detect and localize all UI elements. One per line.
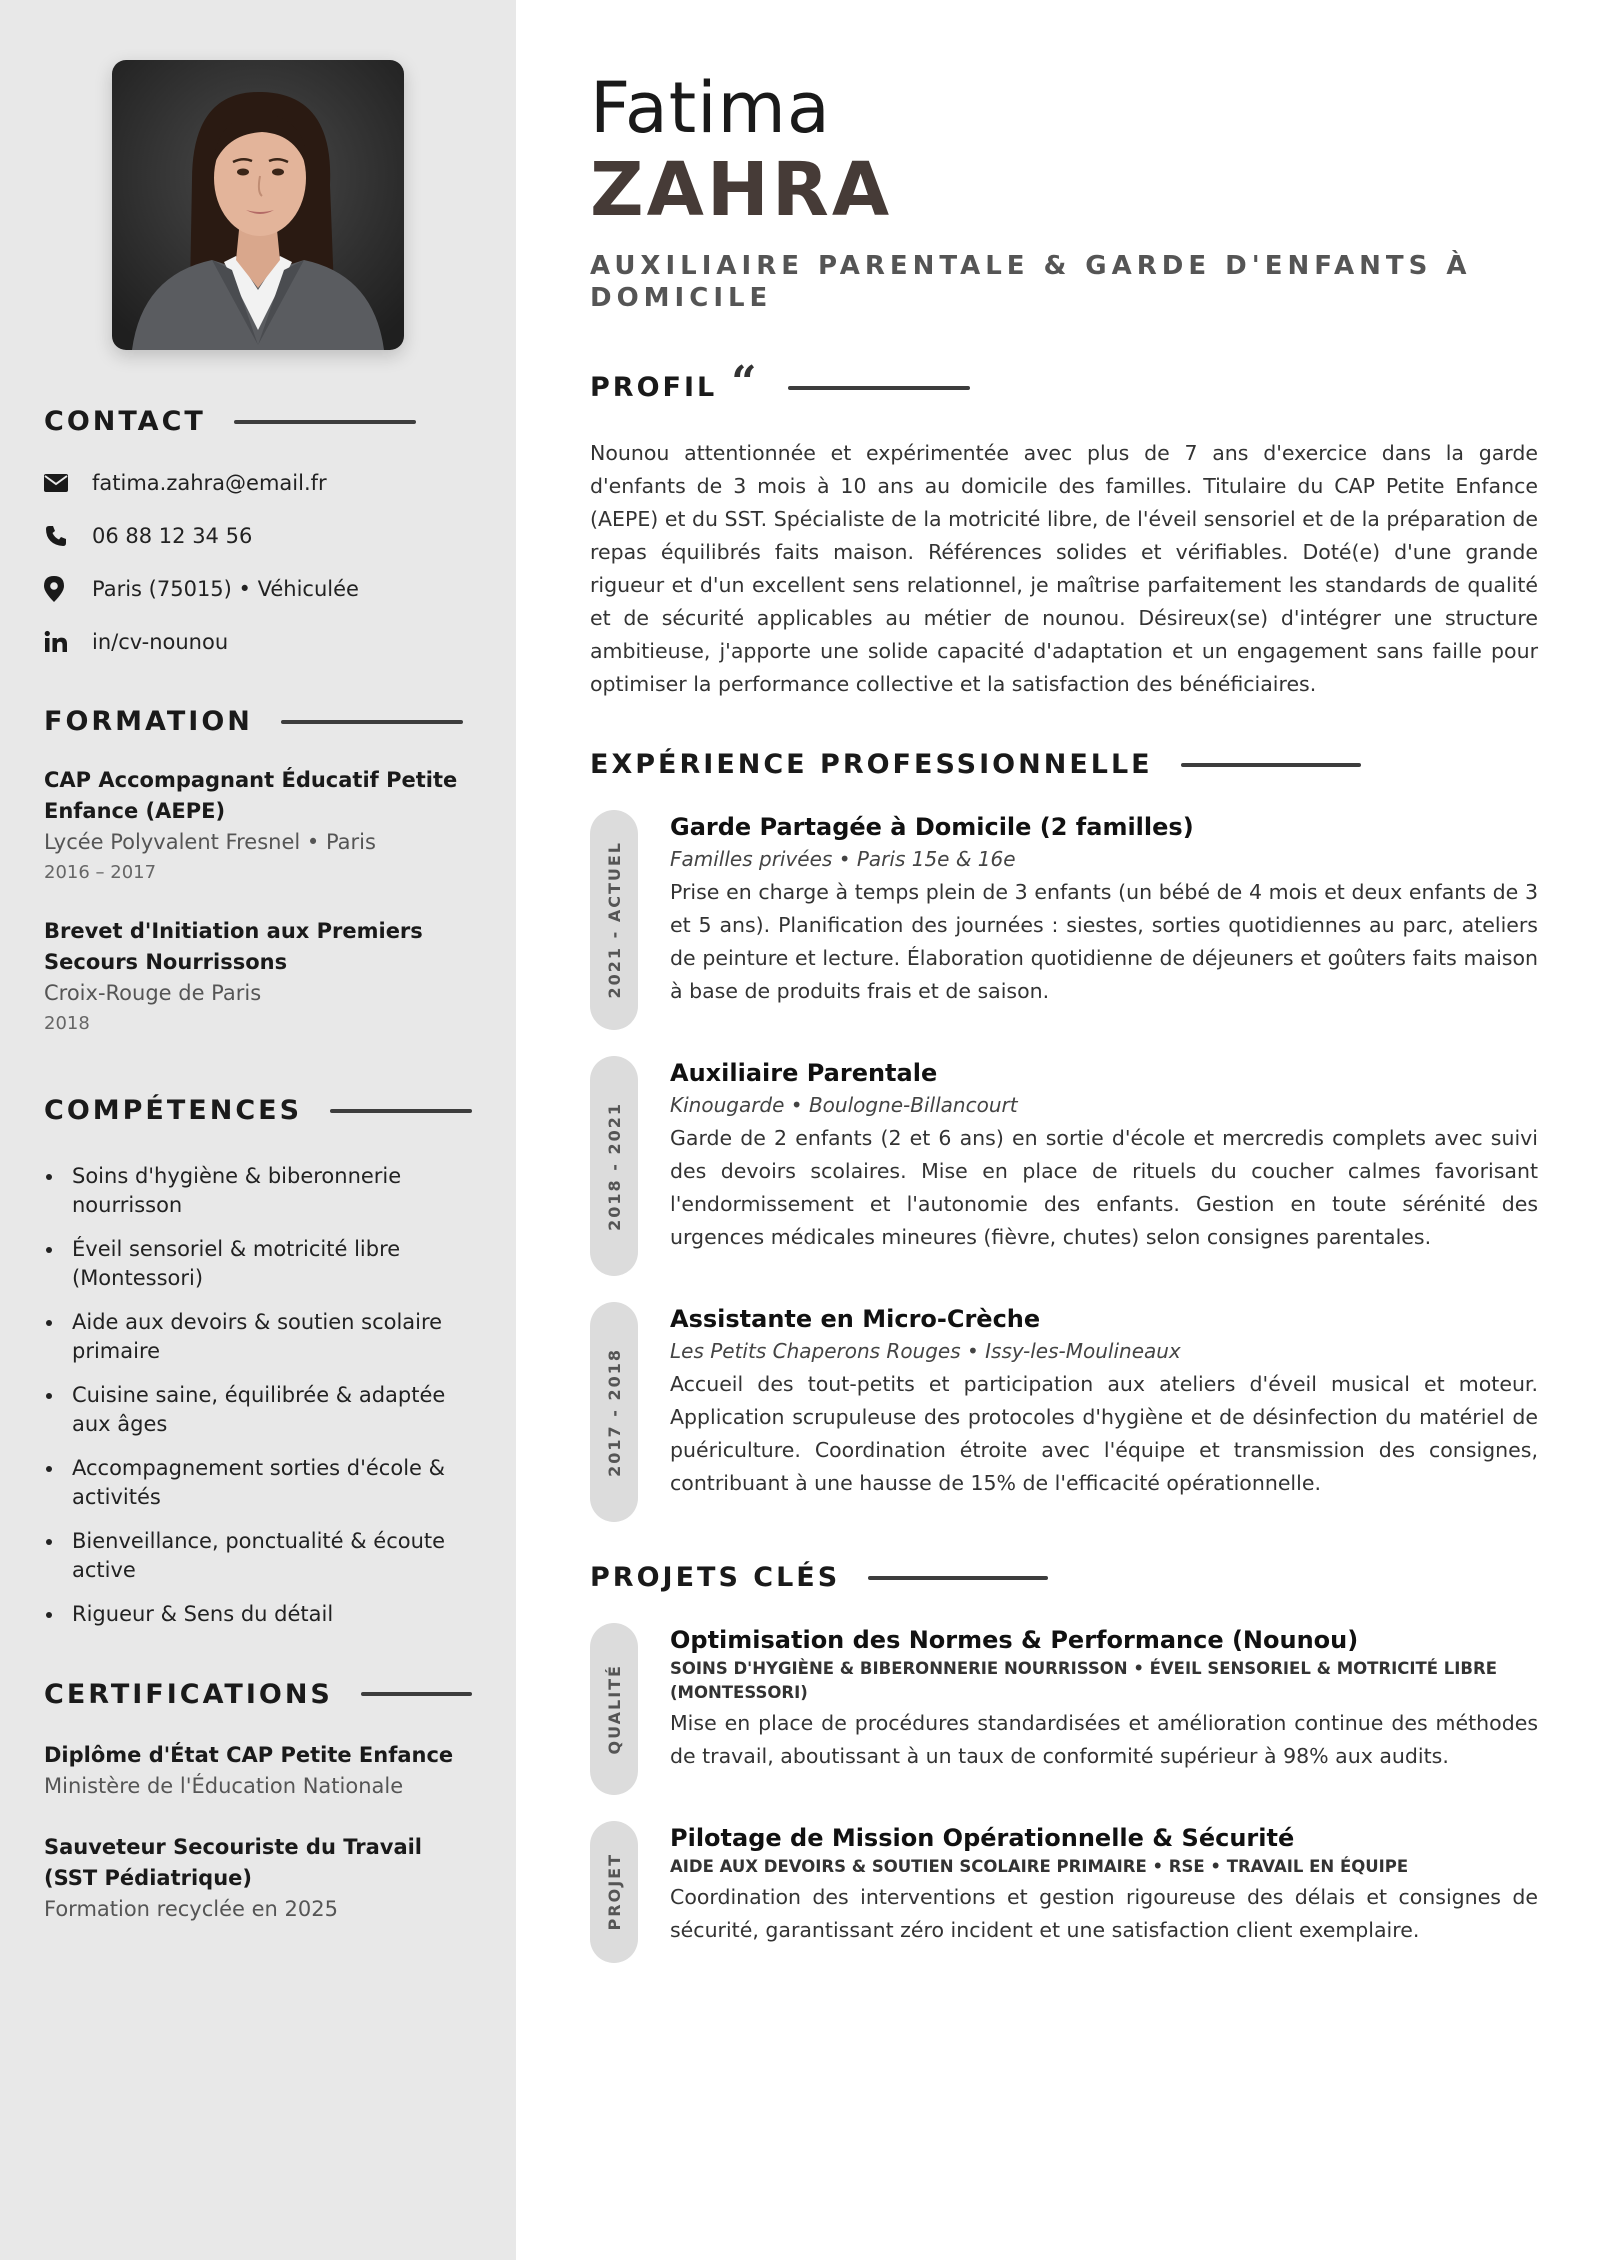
list-item: Soins d'hygiène & biberonnerie nourrisson — [44, 1162, 472, 1219]
contact-email[interactable]: fatima.zahra@email.fr — [44, 469, 472, 497]
period-pill: 2021 - ACTUEL — [590, 810, 638, 1030]
certification-item: Diplôme d'État CAP Petite Enfance Ministère de l'Éducation Nationale — [44, 1742, 454, 1798]
profile-photo — [112, 60, 404, 350]
certifications-list — [44, 1740, 472, 1925]
first-name: Fatima — [590, 67, 831, 149]
entry-description: Prise en charge à temps plein de 3 enfants (un bébé de 4 mois et deux enfants de 3 et 5 ans). Planification des journées : siestes, sorties quotidiennes au parc, ateliers de peinture et lecture. Élaboration quotidienne de déjeuners et goûters faits maison à base de produits frais et de saison. — [670, 880, 1538, 1003]
project-entry — [590, 1623, 1540, 1795]
contact-heading: CONTACT — [44, 406, 472, 437]
entry-title: Auxiliaire Parentale — [670, 1059, 938, 1087]
experience-entry — [590, 1056, 1540, 1276]
contact-location: Paris (75015) • Véhiculée — [44, 575, 472, 603]
list-item: Bienveillance, ponctualité & écoute active — [44, 1527, 472, 1584]
list-item: Aide aux devoirs & soutien scolaire primaire — [44, 1308, 472, 1365]
entry-subtitle: Les Petits Chaperons Rouges • Issy-les-Moulineaux — [670, 1339, 1181, 1363]
project-entry — [590, 1821, 1540, 1963]
entry-title: Pilotage de Mission Opérationnelle & Sécurité — [670, 1824, 1295, 1852]
heading-rule — [868, 1576, 1048, 1580]
heading-rule — [788, 386, 970, 390]
list-item: Accompagnement sorties d'école & activités — [44, 1454, 472, 1511]
period-pill: 2017 - 2018 — [590, 1302, 638, 1522]
entry-description: Mise en place de procédures standardisées et amélioration continue des méthodes de travail, aboutissant à un taux de conformité supérieur à 98% aux audits. — [670, 1711, 1538, 1768]
projets-heading: PROJETS CLÉS — [590, 1562, 1540, 1593]
entry-subtitle: Kinougarde • Boulogne-Billancourt — [670, 1093, 1018, 1117]
skills-list — [44, 1162, 472, 1629]
experience-entry — [590, 810, 1540, 1030]
location-pin-icon — [44, 576, 92, 602]
main-content — [516, 0, 1600, 2260]
entry-skills: AIDE AUX DEVOIRS & SOUTIEN SCOLAIRE PRIMAIRE • RSE • TRAVAIL EN ÉQUIPE — [670, 1857, 1409, 1876]
quote-icon: “ — [731, 356, 760, 408]
formation-heading: FORMATION — [44, 706, 472, 737]
formation-item: Brevet d'Initiation aux Premiers Secours Nourrissons Croix-Rouge de Paris 2018 — [44, 919, 423, 1034]
period-pill: 2018 - 2021 — [590, 1056, 638, 1276]
formation-list — [44, 765, 472, 1039]
job-title: AUXILIAIRE PARENTALE & GARDE D'ENFANTS À DOMICILE — [590, 251, 1472, 313]
entry-skills: SOINS D'HYGIÈNE & BIBERONNERIE NOURRISSON • ÉVEIL SENSORIEL & MOTRICITÉ LIBRE (MONTESSORI) — [670, 1659, 1497, 1702]
contact-phone[interactable]: 06 88 12 34 56 — [44, 522, 472, 550]
entry-title: Assistante en Micro-Crèche — [670, 1305, 1041, 1333]
tag-pill: PROJET — [590, 1821, 638, 1963]
linkedin-icon — [44, 630, 92, 654]
heading-rule — [361, 1692, 472, 1696]
entry-title: Garde Partagée à Domicile (2 familles) — [670, 813, 1194, 841]
portrait-image — [112, 60, 404, 350]
heading-rule — [1181, 763, 1361, 767]
profil-heading: PROFIL “ — [590, 372, 1540, 403]
list-item: Cuisine saine, équilibrée & adaptée aux âges — [44, 1381, 472, 1438]
certifications-heading: CERTIFICATIONS — [44, 1679, 472, 1710]
entry-description: Garde de 2 enfants (2 et 6 ans) en sortie d'école et mercredis complets avec suivi des devoirs scolaires. Mise en place de rituels du coucher calmes favorisant l'endormissement et l'autonomie des enfants. Gestion en toute sérénité des urgences médicales mineures (fièvre, chutes) selon consignes parentales. — [670, 1126, 1538, 1249]
list-item: Éveil sensoriel & motricité libre (Montessori) — [44, 1235, 472, 1292]
experience-heading: EXPÉRIENCE PROFESSIONNELLE — [590, 749, 1540, 780]
entry-subtitle: Familles privées • Paris 15e & 16e — [670, 847, 1016, 871]
list-item: Rigueur & Sens du détail — [44, 1600, 472, 1629]
entry-title: Optimisation des Normes & Performance (Nounou) — [670, 1626, 1359, 1654]
phone-icon — [44, 524, 92, 548]
profile-text: Nounou attentionnée et expérimentée avec plus de 7 ans d'exercice dans la garde d'enfants de 3 mois à 10 ans au domicile des familles. Titulaire du CAP Petite Enfance (AEPE) et du SST. Spécialiste de la motricité libre, de l'éveil sensoriel et de la préparation de repas équilibrés faits maison. Références solides et vérifiables. Doté(e) d'une grande rigueur et d'un excellent sens relationnel, je maîtrise parfaitement les standards de qualité et de sécurité applicables au métier de nounou. Désireux(se) d'intégrer une structure ambitieuse, j'apporte une solide capacité d'adaptation et un engagement sans faille pour optimiser la performance collective et la satisfaction des bénéficiaires. — [590, 441, 1538, 696]
formation-item: CAP Accompagnant Éducatif Petite Enfance (AEPE) Lycée Polyvalent Fresnel • Paris 2016 – 2017 — [44, 768, 458, 883]
last-name: ZAHRA — [590, 147, 893, 233]
envelope-icon — [44, 474, 92, 492]
entry-description: Coordination des interventions et gestion rigoureuse des délais et consignes de sécurité, garantissant zéro incident et une satisfaction client exemplaire. — [670, 1885, 1538, 1942]
heading-rule — [330, 1109, 472, 1113]
contact-list — [44, 469, 472, 656]
tag-pill: QUALITÉ — [590, 1623, 638, 1795]
certification-item: Sauveteur Secouriste du Travail (SST Pédiatrique) Formation recyclée en 2025 — [44, 1834, 423, 1921]
experience-entry — [590, 1302, 1540, 1522]
heading-rule — [234, 420, 416, 424]
sidebar — [0, 0, 516, 2260]
heading-rule — [281, 720, 463, 724]
contact-linkedin[interactable]: in/cv-nounou — [44, 628, 472, 656]
entry-description: Accueil des tout-petits et participation aux ateliers d'éveil musical et moteur. Application scrupuleuse des protocoles d'hygiène et de désinfection du matériel de puériculture. Coordination étroite avec l'équipe et transmission des consignes, contribuant à une hausse de 15% de l'efficacité opérationnelle. — [670, 1372, 1538, 1495]
competences-heading: COMPÉTENCES — [44, 1095, 472, 1126]
